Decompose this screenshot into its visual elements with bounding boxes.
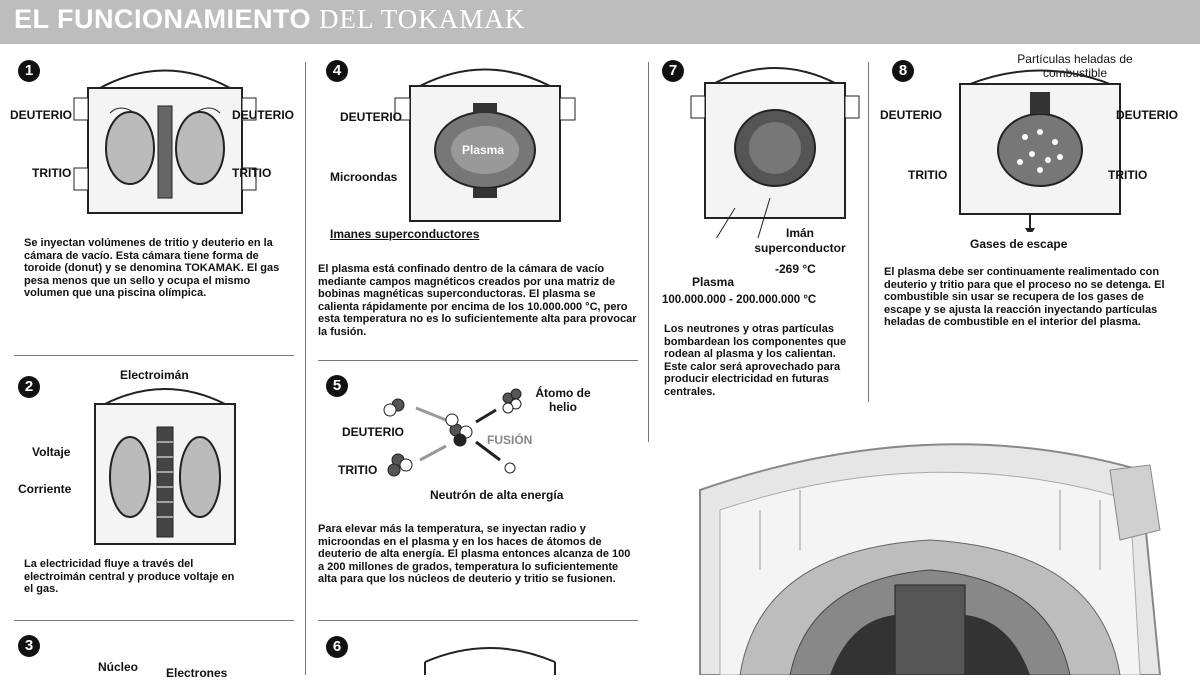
divider <box>648 62 649 442</box>
tokamak-diagram <box>60 58 270 218</box>
divider <box>318 360 638 361</box>
step-number: 8 <box>892 60 914 82</box>
divider <box>305 62 306 675</box>
tritio-label: TRITIO <box>1108 168 1148 182</box>
step-description: El plasma debe ser continuamente realimentado con deuterio y tritio para que el proceso no se detenga. El combustible sin usar se recupera de los gases de escape y se ajusta la reacción inyectando partículas heladas de combustible en el interior del plasma. <box>884 266 1165 328</box>
imanes-label: Imanes superconductores <box>330 227 480 241</box>
step-description: El plasma está confinado dentro de la cámara de vacío mediante campos magnéticos creados por una matriz de bobinas magnéticas superconductoras. El plasma se calienta rápidamente por encima de los 10.000.000 °C, pero esta temperatura no es lo suficientemente alta para provocar la fusión. <box>318 263 637 338</box>
deuterio-label: DEUTERIO <box>342 425 405 439</box>
corriente-label: Corriente <box>18 482 72 496</box>
divider <box>318 620 638 621</box>
divider <box>14 620 294 621</box>
step-number: 7 <box>662 60 684 82</box>
step-description: Se inyectan volúmenes de tritio y deuterio en la cámara de vacío. Esta cámara tiene forma de toroide (donut) y se denomina TOKAMAK. El gas pesa menos que un sello y ocupa el mismo volumen que una piscina olímpica. <box>24 237 280 299</box>
deuterio-label: DEUTERIO <box>10 108 73 122</box>
electroiman-label: Electroimán <box>120 368 189 382</box>
tritio-label: TRITIO <box>32 166 72 180</box>
step-description: Para elevar más la temperatura, se inyectan radio y microondas en el plasma y en los haces de átomos de deuterio de alta energía. El plasma entonces alcanza de 100 a 200 millones de grados, temperatura lo suficientemente alta para que los núcleos de deuterio y tritio se fusionen. <box>318 523 631 585</box>
plasma-label: Plasma <box>462 143 505 157</box>
step-description: Los neutrones y otras partículas bombardean los componentes que rodean al plasma y los calientan. Este calor será aprovechado para producir electricidad en futuras centrales. <box>664 323 847 398</box>
tokamak-diagram <box>405 640 575 675</box>
step-number: 2 <box>18 376 40 398</box>
step-number: 1 <box>18 60 40 82</box>
deuterio-label: DEUTERIO <box>340 110 403 124</box>
step-number: 6 <box>326 636 348 658</box>
microondas-label: Microondas <box>330 170 398 184</box>
step-number: 3 <box>18 635 40 657</box>
fusion-label: FUSIÓN <box>487 433 533 447</box>
tokamak-cutaway-illustration <box>680 430 1180 675</box>
electromagnet-diagram <box>75 382 255 552</box>
temperature-range-label: 100.000.000 - 200.000.000 °C <box>662 294 817 306</box>
step-description: La electricidad fluye a través del electroimán central y produce voltaje en el gas. <box>24 558 235 595</box>
neutron-label: Neutrón de alta energía <box>430 488 564 502</box>
temperature-label: -269 °C <box>775 262 816 276</box>
divider <box>14 355 294 356</box>
electrones-label: Electrones <box>166 666 228 680</box>
voltaje-label: Voltaje <box>32 445 71 459</box>
iman-superconductor-label: Imán superconductor <box>754 226 846 255</box>
title-bar <box>0 0 1200 44</box>
step-number: 4 <box>326 60 348 82</box>
plasma-label: Plasma <box>692 275 735 289</box>
nucleo-label: Núcleo <box>98 660 139 674</box>
deuterio-label: DEUTERIO <box>880 108 943 122</box>
title-light: DEL TOKAMAK <box>319 4 526 34</box>
fuel-injection-diagram <box>940 62 1140 232</box>
neutron-heating-diagram <box>685 58 865 238</box>
deuterio-label: DEUTERIO <box>232 108 295 122</box>
tritio-label: TRITIO <box>908 168 948 182</box>
gases-label: Gases de escape <box>970 237 1068 251</box>
tritio-label: TRITIO <box>338 463 378 477</box>
divider <box>868 62 869 402</box>
helium-atom-label: Átomo de helio <box>535 386 591 414</box>
tritio-label: TRITIO <box>232 166 272 180</box>
step-number: 5 <box>326 375 348 397</box>
page-title <box>14 4 525 35</box>
particulas-label: Partículas heladas de combustible <box>1017 52 1133 80</box>
title-bold: EL FUNCIONAMIENTO <box>14 4 312 34</box>
deuterio-label: DEUTERIO <box>1116 108 1179 122</box>
